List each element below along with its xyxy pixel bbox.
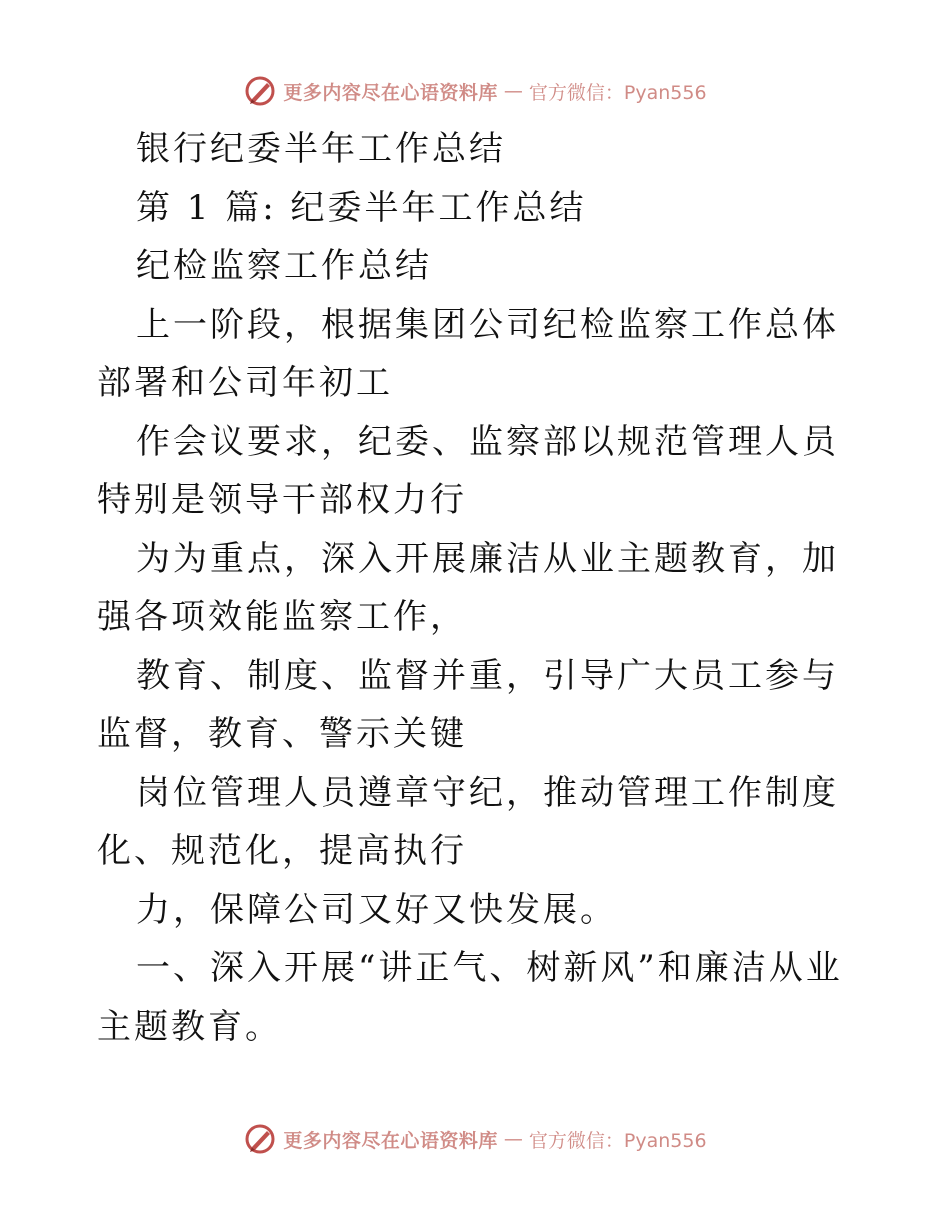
pen-logo-icon: [243, 1122, 277, 1156]
paragraph: 作会议要求，纪委、监察部以规范管理人员特别是领导干部权力行: [97, 421, 839, 520]
paragraph: 岗位管理人员遵章守纪，推动管理工作制度化、规范化，提高执行: [97, 772, 839, 871]
paragraph: 一、深入开展“讲正气、树新风”和廉洁从业主题教育。: [97, 948, 843, 1047]
paragraph: 教育、制度、监督并重，引导广大员工参与监督，教育、警示关键: [97, 655, 839, 754]
pen-logo-icon: [243, 74, 277, 108]
watermark-dash: —: [503, 80, 523, 102]
document-title: 银行纪委半年工作总结: [136, 129, 506, 169]
footer-watermark: [0, 1121, 950, 1157]
watermark-text: 更多内容尽在心语资料库: [283, 1129, 498, 1152]
paragraph: 为为重点，深入开展廉洁从业主题教育，加强各项效能监察工作，: [97, 538, 839, 637]
header-watermark: [0, 73, 950, 109]
watermark-text: 更多内容尽在心语资料库: [283, 81, 498, 104]
paragraph: 上一阶段，根据集团公司纪检监察工作总体部署和公司年初工: [97, 304, 839, 403]
watermark-wechat: 官方微信：Pyan556: [528, 1129, 707, 1152]
section-heading: 第 1 篇: 纪委半年工作总结: [136, 187, 587, 228]
paragraph: 力，保障公司又好又快发展。: [136, 889, 617, 930]
subsection-heading: 纪检监察工作总结: [136, 246, 432, 286]
watermark-wechat: 官方微信：Pyan556: [528, 81, 707, 104]
document-body: [97, 120, 857, 1056]
watermark-dash: —: [503, 1128, 523, 1150]
